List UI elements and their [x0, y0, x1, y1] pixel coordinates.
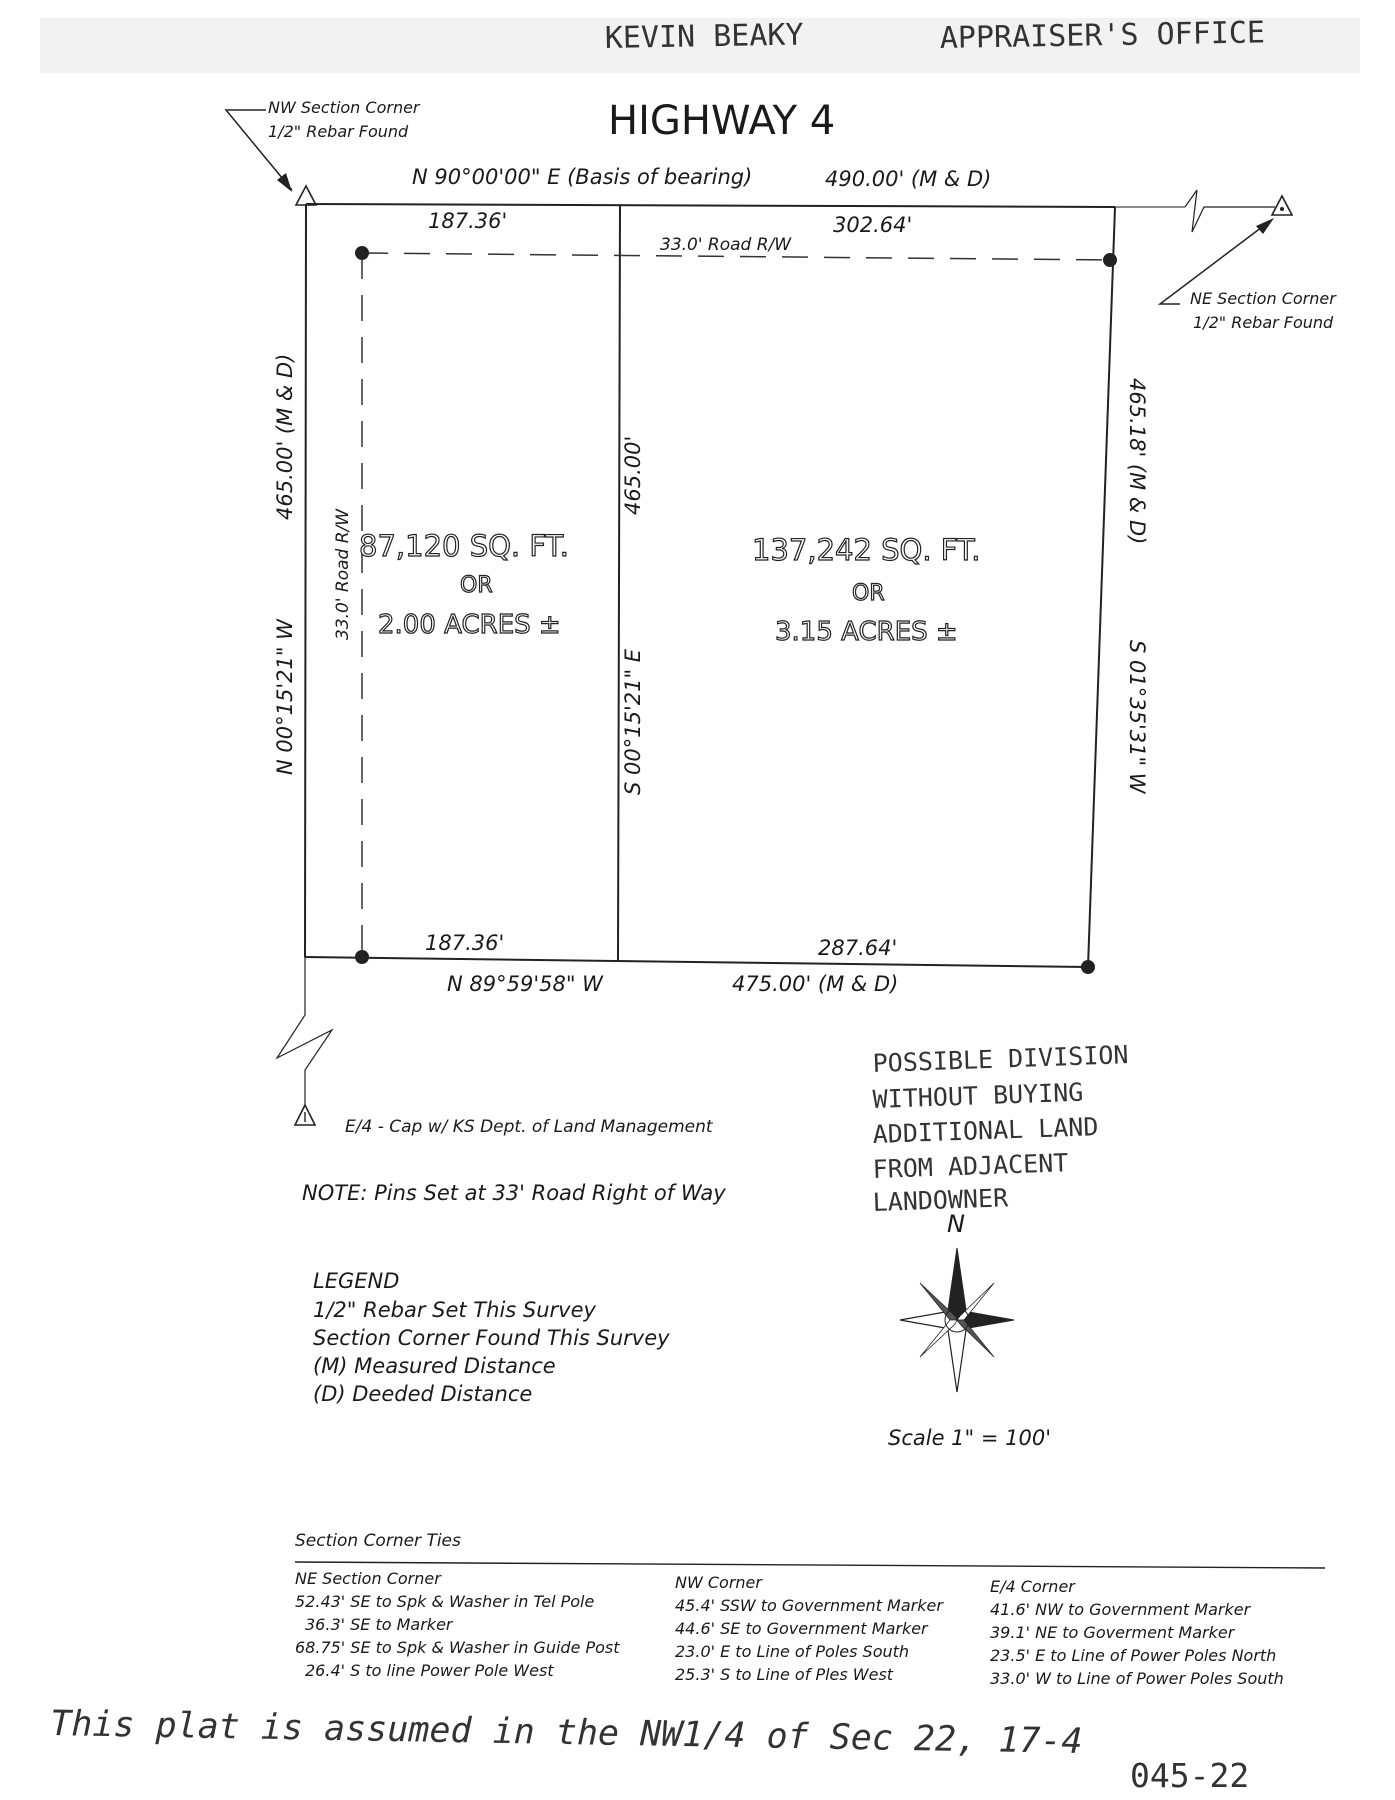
ties-ne-title: NE Section Corner	[295, 1569, 441, 1588]
ties-divider	[295, 1562, 1325, 1568]
nw-corner-label: NW Section Corner	[268, 98, 420, 117]
south-bearing-label: N 89°59'58" W	[447, 972, 603, 996]
ties-ne-item-3: 68.75' SE to Spk & Washer in Guide Post	[295, 1638, 620, 1657]
ties-nw-item-2: 44.6' SE to Government Marker	[675, 1619, 928, 1638]
legend-title: LEGEND	[313, 1269, 400, 1293]
pin-nw-rebar-set	[355, 246, 369, 260]
ties-nw-item-1: 45.4' SSW to Government Marker	[675, 1596, 943, 1615]
ne-leader-arrowhead	[1256, 218, 1274, 234]
nw-corner-sublabel: 1/2" Rebar Found	[268, 122, 409, 141]
west-parcel-sqft: 87,120 SQ. FT.	[359, 529, 570, 563]
legend-item-section-corner: Section Corner Found This Survey	[313, 1326, 670, 1350]
ties-e4-item-1: 41.6' NW to Government Marker	[990, 1600, 1251, 1619]
east-boundary-line	[1088, 207, 1115, 967]
e4-corner-label: E/4 - Cap w/ KS Dept. of Land Management	[345, 1117, 713, 1137]
west-parcel-or: OR	[460, 573, 493, 598]
legend-item-deeded: (D) Deeded Distance	[313, 1382, 533, 1406]
ne-corner-label: NE Section Corner	[1190, 289, 1336, 308]
east-length-label: 465.18' (M & D)	[1125, 378, 1149, 545]
north-west-segment: 187.36'	[428, 209, 508, 233]
south-total-distance: 475.00' (M & D)	[732, 972, 899, 996]
ne-corner-dot	[1280, 207, 1284, 211]
division-note-line-3: ADDITIONAL LAND	[872, 1112, 1099, 1149]
east-parcel-sqft: 137,242 SQ. FT.	[752, 533, 981, 567]
east-parcel-acres: 3.15 ACRES ±	[775, 617, 958, 647]
west-bearing-label: N 00°15'21" W	[273, 619, 297, 775]
division-line	[618, 205, 620, 961]
west-boundary-line	[305, 204, 306, 957]
ties-nw-item-4: 25.3' S to Line of Ples West	[675, 1665, 894, 1684]
pin-sw-rebar-set	[355, 950, 369, 964]
header-note-office: APPRAISER'S OFFICE	[939, 15, 1266, 56]
compass-rose-icon	[900, 1248, 1014, 1392]
ties-title: Section Corner Ties	[295, 1531, 461, 1551]
south-boundary-line	[305, 957, 1088, 967]
legend-item-measured: (M) Measured Distance	[313, 1354, 556, 1378]
east-parcel-or: OR	[852, 581, 885, 606]
header-note-name: KEVIN BEAKY	[604, 17, 804, 56]
mid-bearing-label: S 00°15'21" E	[621, 648, 645, 795]
pin-ne-rebar-set	[1103, 253, 1117, 267]
nw-leader-arrowhead	[277, 173, 292, 192]
page-id: 045-22	[1130, 1756, 1250, 1795]
highway-title: HIGHWAY 4	[608, 98, 836, 144]
south-west-segment: 187.36'	[425, 931, 505, 955]
north-bearing-label: N 90°00'00" E (Basis of bearing)	[412, 165, 753, 189]
ties-ne-item-4: 26.4' S to line Power Pole West	[305, 1661, 554, 1680]
ties-nw-item-3: 23.0' E to Line of Poles South	[675, 1642, 910, 1661]
south-east-segment: 287.64'	[818, 936, 898, 960]
road-rw-west-label: 33.0' Road R/W	[333, 508, 353, 640]
legend-item-rebar: 1/2" Rebar Set This Survey	[313, 1298, 596, 1322]
west-length-label: 465.00' (M & D)	[273, 353, 297, 520]
north-arrow-letter: N	[947, 1210, 965, 1238]
ties-e4-title: E/4 Corner	[990, 1577, 1075, 1596]
ties-e4-item-2: 39.1' NE to Goverment Marker	[990, 1623, 1235, 1642]
footer-handwritten-note: This plat is assumed in the NW1/4 of Sec 22, 17-4	[49, 1704, 1083, 1763]
mid-length-label: 465.00'	[621, 435, 645, 515]
ties-e4-item-3: 23.5' E to Line of Power Poles North	[990, 1646, 1277, 1665]
road-rw-top-label: 33.0' Road R/W	[660, 235, 792, 255]
ties-e4-item-4: 33.0' W to Line of Power Poles South	[990, 1669, 1284, 1688]
division-note-line-1: POSSIBLE DIVISION	[872, 1040, 1129, 1078]
west-parcel-acres: 2.00 ACRES ±	[378, 610, 561, 640]
break-symbol-sw	[277, 1015, 332, 1110]
north-boundary-line	[306, 204, 1115, 207]
ties-nw-title: NW Corner	[675, 1573, 762, 1592]
north-total-distance: 490.00' (M & D)	[825, 167, 992, 191]
scale-label: Scale 1" = 100'	[888, 1426, 1051, 1450]
east-bearing-label: S 01°35'31" W	[1125, 640, 1149, 794]
division-note-line-5: LANDOWNER	[872, 1183, 1009, 1217]
ties-ne-item-2: 36.3' SE to Marker	[305, 1615, 453, 1634]
division-note-line-2: WITHOUT BUYING	[872, 1077, 1084, 1114]
ties-ne-item-1: 52.43' SE to Spk & Washer in Tel Pole	[295, 1592, 595, 1611]
division-note-line-4: FROM ADJACENT	[872, 1148, 1069, 1184]
pins-note: NOTE: Pins Set at 33' Road Right of Way	[302, 1181, 726, 1205]
north-east-segment: 302.64'	[833, 213, 913, 237]
pin-se-rebar-set	[1081, 960, 1095, 974]
ne-corner-sublabel: 1/2" Rebar Found	[1193, 313, 1334, 332]
ne-section-corner-triangle-icon	[1272, 196, 1292, 215]
nw-section-corner-triangle-icon	[296, 186, 316, 205]
